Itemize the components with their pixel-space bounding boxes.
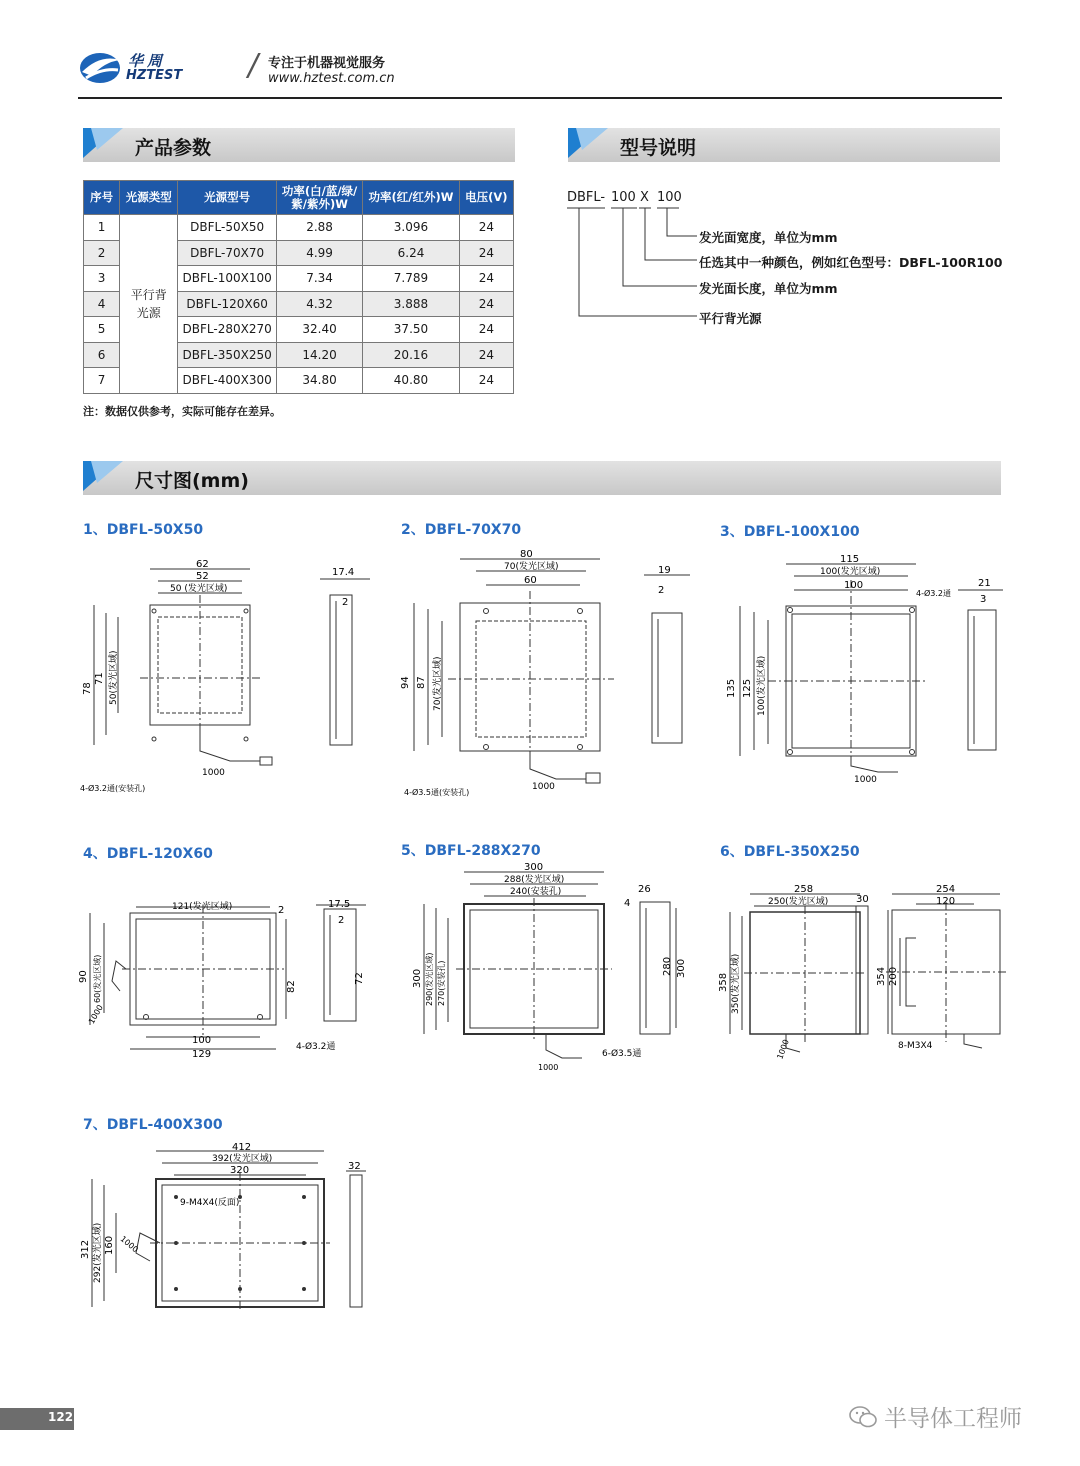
cell-power-red: 7.789 — [363, 266, 459, 292]
drawing-7 — [80, 1143, 370, 1313]
dim-62: 62 — [196, 559, 209, 570]
drawing-6-label: 6、DBFL-350X250 — [720, 844, 860, 860]
dim-19: 19 — [658, 565, 671, 576]
model-desc-length: 发光面长度，单位为mm — [699, 281, 838, 296]
cell-no: 3 — [84, 266, 120, 292]
hztest-logo-icon — [78, 50, 122, 86]
cell-voltage: 24 — [459, 342, 513, 368]
dim-71: 71 — [94, 672, 105, 685]
cell-no: 7 — [84, 368, 120, 394]
dim-320: 320 — [230, 1165, 250, 1176]
drawing-1-svg — [80, 555, 370, 800]
company-tagline: 专注于机器视觉服务 — [268, 56, 386, 71]
params-section-banner — [83, 128, 515, 162]
cell-voltage: 24 — [459, 368, 513, 394]
dim-250-area: 250(发光区域) — [768, 897, 829, 907]
cell-model: DBFL-70X70 — [178, 240, 276, 266]
dim-292-area: 292(发光区域) — [93, 1222, 103, 1283]
dim-280: 280 — [662, 956, 673, 976]
dim-358: 358 — [718, 972, 729, 992]
dim-1000: 1000 — [538, 1063, 559, 1072]
col-header-model: 光源型号 — [178, 181, 276, 215]
dim-78: 78 — [82, 682, 93, 695]
dim-screws: 8-M3X4 — [898, 1041, 933, 1051]
cell-no: 4 — [84, 291, 120, 317]
drawing-2-svg — [400, 545, 700, 800]
table-header-row — [84, 181, 514, 215]
page-header — [78, 44, 1002, 100]
dim-2: 2 — [278, 905, 285, 916]
cell-voltage: 24 — [459, 266, 513, 292]
dim-258: 258 — [794, 884, 814, 895]
cell-power-white: 34.80 — [276, 368, 362, 394]
dim-30: 30 — [856, 894, 869, 905]
cell-no: 1 — [84, 215, 120, 241]
drawing-4-svg — [80, 895, 370, 1060]
dim-26: 26 — [638, 884, 651, 895]
type-label: 平行背光源 — [130, 287, 167, 320]
dim-70-height: 70(发光区域) — [433, 656, 443, 711]
dim-100: 100 — [844, 580, 864, 591]
dim-screws: 9-M4X4(反面) — [180, 1198, 240, 1208]
dim-300-side: 300 — [676, 958, 687, 978]
watermark-text: 半导体工程师 — [884, 1406, 1022, 1432]
dim-1000: 1000 — [86, 1003, 105, 1026]
model-code-width: 100 — [657, 190, 682, 205]
model-code-color: X — [640, 190, 649, 205]
dim-82: 82 — [286, 980, 297, 993]
dim-270-holes: 270(安装孔) — [437, 960, 446, 1006]
dim-1000: 1000 — [118, 1234, 140, 1255]
table-note: 注：数据仅供参考，实际可能存在差异。 — [83, 405, 281, 418]
drawing-5-label: 5、DBFL-288X270 — [401, 843, 541, 859]
drawing-6-svg — [718, 882, 1010, 1061]
cell-model: DBFL-100X100 — [178, 266, 276, 292]
dim-1000: 1000 — [854, 775, 877, 785]
dim-100: 100 — [192, 1035, 212, 1046]
dim-21: 21 — [978, 578, 991, 589]
banner-accent-icon — [568, 128, 608, 162]
col-header-type: 光源类型 — [120, 181, 178, 215]
model-code-prefix: DBFL- — [567, 190, 606, 205]
dim-312: 312 — [80, 1239, 91, 1259]
drawing-7-label: 7、DBFL-400X300 — [83, 1117, 223, 1133]
cell-power-red: 3.888 — [363, 291, 459, 317]
table-row — [84, 215, 514, 241]
cell-type — [120, 215, 178, 394]
model-code-length: 100 — [611, 190, 636, 205]
col-header-power-white: 功率(白/蓝/绿/紫/紫外)W — [276, 181, 362, 215]
drawing-3 — [728, 550, 1003, 790]
dims-section-title: 尺寸图(mm) — [135, 470, 249, 492]
company-website: www.hztest.com.cn — [268, 71, 395, 86]
dim-72: 72 — [354, 972, 365, 985]
drawing-7-svg — [80, 1143, 370, 1313]
wechat-icon — [848, 1404, 878, 1430]
model-section-title: 型号说明 — [620, 137, 697, 159]
dim-50-height: 50(发光区域) — [109, 650, 119, 705]
model-section-banner — [568, 128, 1000, 162]
dim-32: 32 — [348, 1161, 361, 1172]
dim-50-area: 50 (发光区域) — [170, 584, 228, 594]
params-section-title: 产品参数 — [135, 137, 212, 159]
header-divider — [78, 97, 1002, 99]
model-code-explanation — [567, 190, 1007, 330]
col-header-voltage: 电压(V) — [459, 181, 513, 215]
dim-160: 160 — [104, 1235, 115, 1255]
dim-3: 3 — [980, 594, 987, 605]
cell-model: DBFL-350X250 — [178, 342, 276, 368]
product-params-table — [83, 180, 514, 394]
cell-no: 6 — [84, 342, 120, 368]
cell-power-white: 14.20 — [276, 342, 362, 368]
cell-voltage: 24 — [459, 317, 513, 343]
dim-70-area: 70(发光区域) — [504, 562, 559, 572]
dim-1000: 1000 — [532, 782, 555, 792]
cell-voltage: 24 — [459, 240, 513, 266]
dim-87: 87 — [416, 676, 427, 689]
cell-model: DBFL-50X50 — [178, 215, 276, 241]
cell-no: 5 — [84, 317, 120, 343]
drawing-3-label: 3、DBFL-100X100 — [720, 524, 860, 540]
cell-model: DBFL-280X270 — [178, 317, 276, 343]
dim-1000: 1000 — [775, 1038, 791, 1061]
dim-300-h: 300 — [412, 968, 423, 988]
cell-model: DBFL-400X300 — [178, 368, 276, 394]
dim-240-holes: 240(安装孔) — [510, 887, 562, 897]
cell-power-white: 7.34 — [276, 266, 362, 292]
cell-power-red: 37.50 — [363, 317, 459, 343]
dim-115: 115 — [840, 554, 860, 565]
dim-392-area: 392(发光区域) — [212, 1154, 273, 1164]
dim-288-area: 288(发光区域) — [504, 875, 565, 885]
col-header-no: 序号 — [84, 181, 120, 215]
drawing-6 — [718, 882, 1010, 1061]
drawing-4-label: 4、DBFL-120X60 — [83, 846, 213, 862]
page-number: 122 — [48, 1410, 74, 1424]
dim-300-w: 300 — [524, 862, 544, 873]
dim-121-area: 121(发光区域) — [172, 902, 233, 912]
dim-60: 60 — [524, 575, 537, 586]
cell-voltage: 24 — [459, 215, 513, 241]
dim-135: 135 — [726, 678, 737, 698]
dim-2: 2 — [338, 915, 345, 926]
cell-power-red: 3.096 — [363, 215, 459, 241]
dim-100-height: 100(发光区域) — [757, 655, 767, 716]
dim-350-area: 350(发光区域) — [731, 953, 741, 1014]
drawing-3-svg — [728, 550, 1003, 790]
banner-accent-icon — [83, 128, 123, 162]
dim-holes: 4-Ø3.2通 — [916, 589, 951, 598]
cell-power-white: 4.99 — [276, 240, 362, 266]
drawing-2-label: 2、DBFL-70X70 — [401, 522, 522, 538]
model-desc-width: 发光面宽度，单位为mm — [699, 230, 838, 245]
drawing-5-svg — [412, 862, 702, 1077]
cell-power-red: 20.16 — [363, 342, 459, 368]
dim-90: 90 — [78, 970, 89, 983]
model-desc-type: 平行背光源 — [699, 311, 762, 326]
model-code-leader-lines — [567, 206, 707, 326]
brand-name-en: HZTEST — [126, 68, 183, 83]
dim-80: 80 — [520, 549, 533, 560]
dim-holes: 4-Ø3.2通 — [296, 1042, 336, 1052]
cell-power-red: 6.24 — [363, 240, 459, 266]
col-header-power-red: 功率(红/红外)W — [363, 181, 459, 215]
drawing-1-label: 1、DBFL-50X50 — [83, 522, 204, 538]
dim-60-area: 60(发光区域) — [93, 954, 102, 1003]
dim-412: 412 — [232, 1142, 252, 1153]
brand-divider: / — [248, 48, 259, 83]
dim-holes: 4-Ø3.2通(安装孔) — [80, 784, 146, 793]
dim-17-4: 17.4 — [332, 567, 355, 578]
banner-accent-icon — [83, 461, 123, 495]
drawing-4 — [80, 895, 370, 1060]
dim-100-area: 100(发光区域) — [820, 567, 881, 577]
dim-354: 354 — [876, 966, 887, 986]
dim-52: 52 — [196, 571, 209, 582]
cell-model: DBFL-120X60 — [178, 291, 276, 317]
dims-section-banner — [83, 461, 1001, 495]
cell-power-white: 32.40 — [276, 317, 362, 343]
drawing-1 — [80, 555, 370, 800]
cell-power-white: 2.88 — [276, 215, 362, 241]
dim-2: 2 — [658, 585, 665, 596]
dim-holes: 6-Ø3.5通 — [602, 1049, 642, 1059]
dim-holes: 4-Ø3.5通(安装孔) — [404, 788, 470, 797]
dim-120: 120 — [936, 896, 956, 907]
dim-4: 4 — [624, 898, 631, 909]
cell-power-red: 40.80 — [363, 368, 459, 394]
dim-17-5: 17.5 — [328, 899, 351, 910]
drawing-5 — [412, 862, 702, 1077]
dim-254: 254 — [936, 884, 956, 895]
dim-1000: 1000 — [202, 768, 225, 778]
brand-name-cn: 华周 — [128, 52, 167, 70]
dim-2: 2 — [342, 597, 349, 608]
dim-129: 129 — [192, 1049, 212, 1060]
cell-no: 2 — [84, 240, 120, 266]
dim-94: 94 — [400, 676, 411, 689]
model-desc-color: 任选其中一种颜色，例如红色型号：DBFL-100R100 — [699, 255, 1003, 270]
dim-125: 125 — [742, 678, 753, 698]
cell-voltage: 24 — [459, 291, 513, 317]
cell-power-white: 4.32 — [276, 291, 362, 317]
dim-200: 200 — [888, 966, 899, 986]
drawing-2 — [400, 545, 700, 800]
dim-290-area: 290(发光区域) — [425, 952, 434, 1006]
